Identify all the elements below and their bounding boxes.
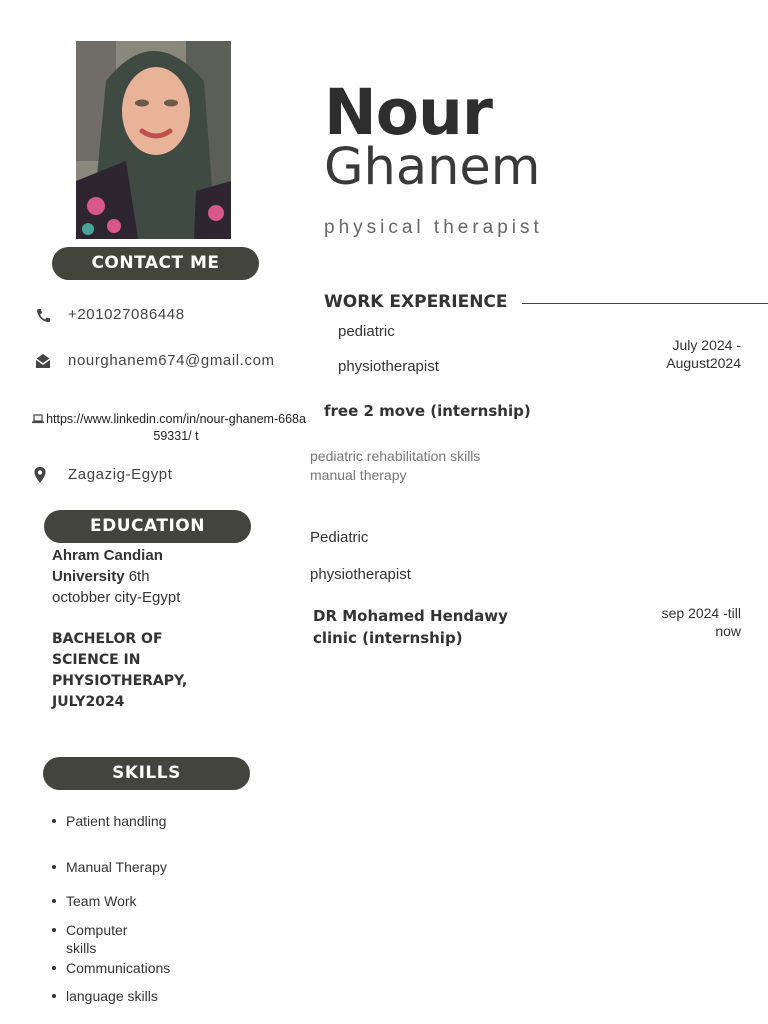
education-degree: BACHELOR OF SCIENCE IN PHYSIOTHERAPY, JULY2024 bbox=[52, 631, 188, 710]
education-heading: EDUCATION bbox=[44, 510, 251, 543]
envelope-icon bbox=[32, 352, 54, 370]
location-pin-icon bbox=[32, 466, 54, 484]
location-text: Zagazig-Egypt bbox=[68, 466, 173, 483]
education-entry bbox=[52, 545, 212, 608]
linkedin-suffix: t bbox=[195, 429, 199, 443]
job1-detail1: pediatric rehabilitation skills bbox=[310, 448, 481, 464]
job2-employer: DR Mohamed Hendawy clinic (internship) bbox=[313, 607, 508, 647]
education-institution: Ahram Candian University bbox=[52, 547, 163, 585]
job1-dates: July 2024 - August2024 bbox=[666, 337, 741, 371]
contact-phone bbox=[32, 305, 302, 327]
job1-employer: free 2 move (internship) bbox=[324, 402, 531, 420]
section-divider bbox=[522, 303, 768, 304]
contact-email bbox=[32, 351, 302, 393]
profile-photo bbox=[76, 41, 231, 239]
job2-role-line1: Pediatric bbox=[310, 529, 369, 546]
job1-role-line1: pediatric bbox=[338, 323, 395, 340]
first-name: Nour bbox=[324, 76, 492, 149]
work-experience-heading: WORK EXPERIENCE bbox=[324, 292, 508, 312]
skills-heading: SKILLS bbox=[43, 757, 250, 790]
email-address[interactable]: nourghanem674@gmail.com bbox=[68, 352, 275, 369]
job2-role-line2: physiotherapist bbox=[310, 566, 411, 583]
contact-linkedin bbox=[32, 411, 307, 447]
education-place: 6th octobber city-Egypt bbox=[52, 568, 181, 606]
job1-role-line2: physiotherapist bbox=[338, 358, 439, 375]
phone-number[interactable]: +201027086448 bbox=[68, 306, 185, 323]
laptop-icon bbox=[32, 414, 44, 424]
job2-dates: sep 2024 -till now bbox=[661, 605, 741, 639]
phone-icon bbox=[32, 306, 54, 324]
profile-photo-illustration bbox=[76, 41, 231, 239]
contact-location bbox=[32, 465, 302, 487]
job-title: physical therapist bbox=[324, 217, 543, 238]
last-name: Ghanem bbox=[324, 138, 541, 197]
linkedin-url[interactable]: https://www.linkedin.com/in/nour-ghanem-668a59331/ t bbox=[46, 412, 306, 443]
job1-detail2: manual therapy bbox=[310, 467, 407, 483]
contact-heading: CONTACT ME bbox=[52, 247, 259, 280]
